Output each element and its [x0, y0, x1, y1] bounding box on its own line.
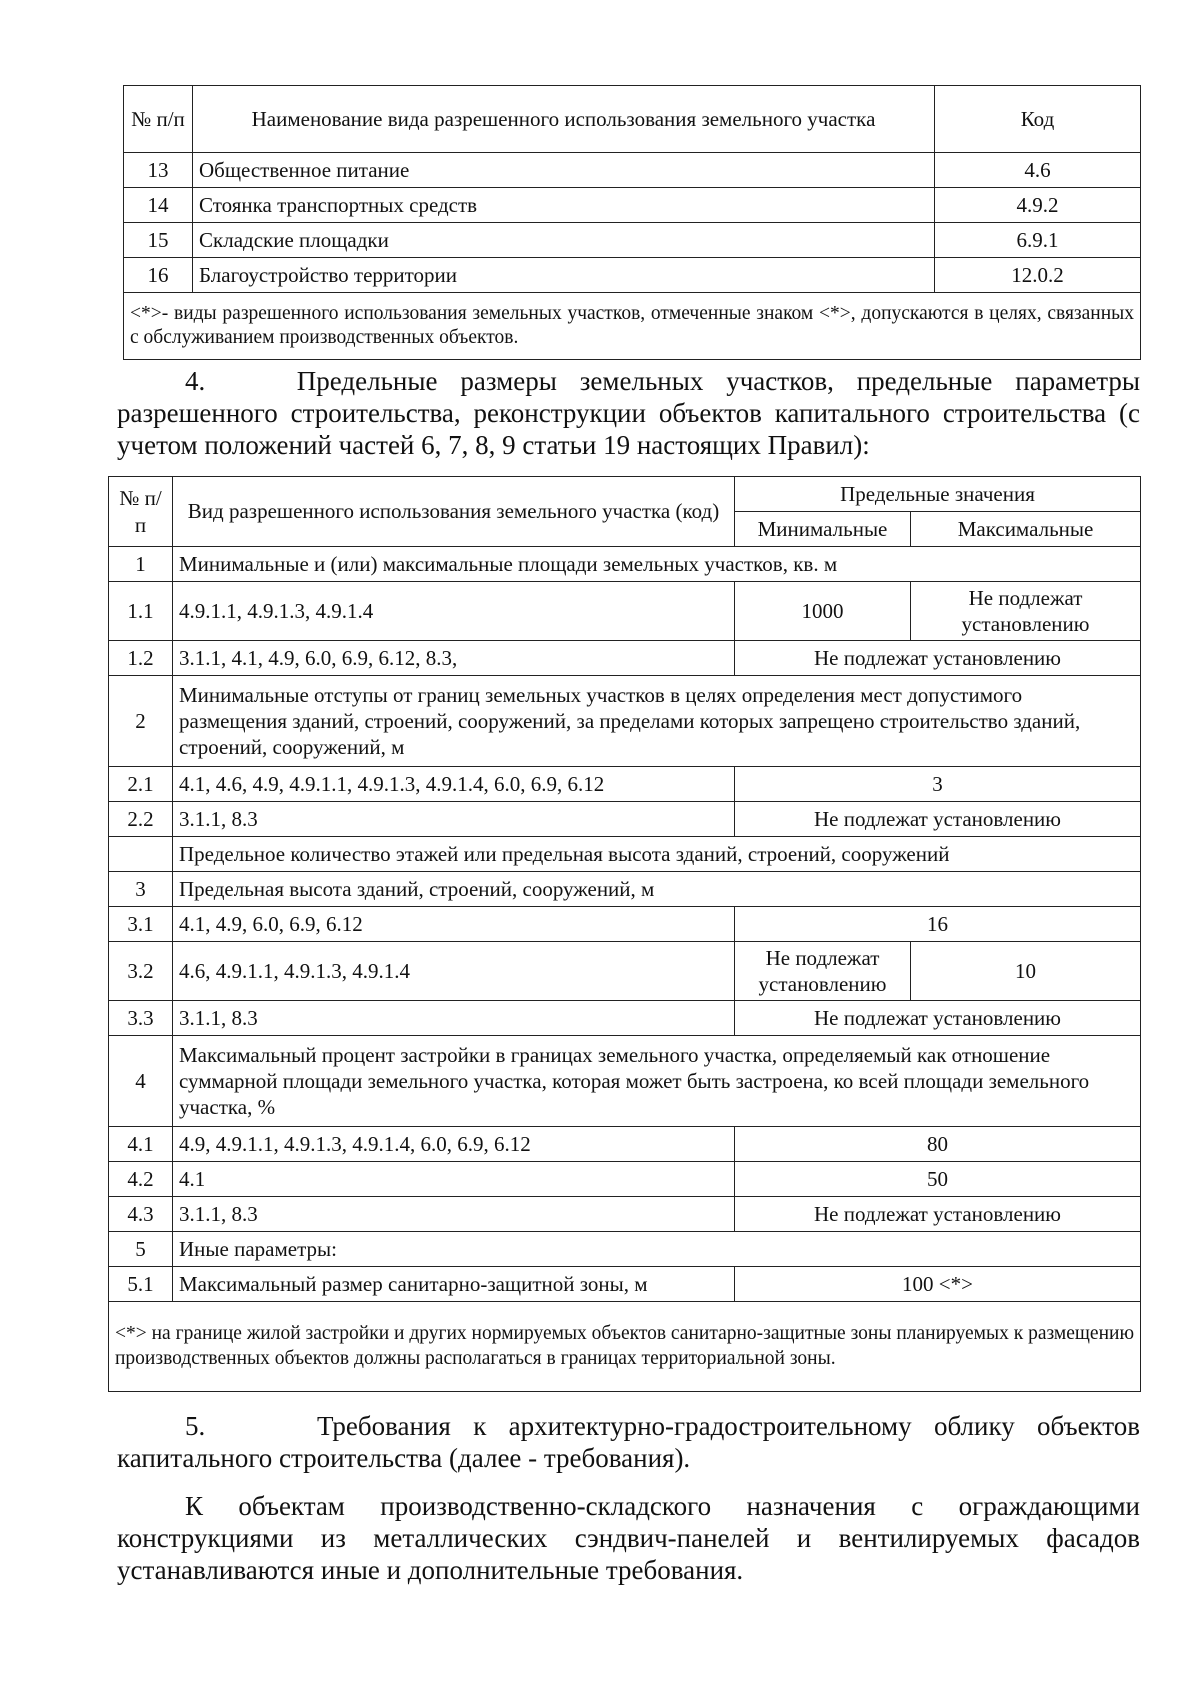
row-codes: 4.1, 4.6, 4.9, 4.9.1.1, 4.9.1.3, 4.9.1.4, 6.0, 6.9, 6.12	[173, 767, 735, 802]
table-row	[124, 223, 1141, 258]
table-note: <*> на границе жилой застройки и других нормируемых объектов санитарно-защитные зоны планируемых к размещению производственных объектов должны располагаться в границах территориальной зоны.	[109, 1302, 1141, 1392]
row-text: Иные параметры:	[173, 1232, 1141, 1267]
table-row	[109, 1162, 1141, 1197]
row-num: 3	[109, 872, 173, 907]
row-text: Предельное количество этажей или предельная высота зданий, строений, сооружений	[173, 837, 1141, 872]
row-code: 4.9.2	[935, 188, 1141, 223]
table-row	[109, 547, 1141, 582]
row-codes: 4.1	[173, 1162, 735, 1197]
row-max: Не подлежат установлению	[911, 582, 1141, 641]
table-row	[109, 802, 1141, 837]
row-value: 80	[735, 1127, 1141, 1162]
limit-parameters-table	[108, 476, 1141, 1392]
row-num	[109, 837, 173, 872]
row-value: 100 <*>	[735, 1267, 1141, 1302]
permitted-use-table	[123, 85, 1141, 360]
table-row	[109, 1036, 1141, 1127]
row-codes: 4.1, 4.9, 6.0, 6.9, 6.12	[173, 907, 735, 942]
row-num: 4.2	[109, 1162, 173, 1197]
row-num: 13	[124, 153, 193, 188]
row-value: 50	[735, 1162, 1141, 1197]
header-num: № п/п	[124, 86, 193, 153]
table-row	[109, 1197, 1141, 1232]
row-min: Не подлежат установлению	[735, 942, 911, 1001]
row-code: 4.6	[935, 153, 1141, 188]
row-num: 1.1	[109, 582, 173, 641]
row-codes: 3.1.1, 8.3	[173, 802, 735, 837]
row-min: 1000	[735, 582, 911, 641]
row-num: 2.2	[109, 802, 173, 837]
row-num: 4.3	[109, 1197, 173, 1232]
table-header-row	[109, 477, 1141, 512]
row-text: Минимальные и (или) максимальные площади земельных участков, кв. м	[173, 547, 1141, 582]
row-name: Складские площадки	[193, 223, 935, 258]
table-row	[109, 907, 1141, 942]
row-num: 2	[109, 676, 173, 767]
row-num: 5	[109, 1232, 173, 1267]
table-row	[109, 837, 1141, 872]
row-num: 3.2	[109, 942, 173, 1001]
row-codes: 4.9, 4.9.1.1, 4.9.1.3, 4.9.1.4, 6.0, 6.9, 6.12	[173, 1127, 735, 1162]
section-text: Требования к архитектурно-градостроительному облику объектов капитального строительства (далее - требования).	[117, 1411, 1141, 1473]
row-value: Не подлежат установлению	[735, 802, 1141, 837]
row-codes: 3.1.1, 4.1, 4.9, 6.0, 6.9, 6.12, 8.3,	[173, 641, 735, 676]
row-num: 4.1	[109, 1127, 173, 1162]
section-number: 4.	[185, 366, 206, 396]
requirements-paragraph	[117, 1490, 1140, 1586]
row-num: 1	[109, 547, 173, 582]
row-text: Минимальные отступы от границ земельных участков в целях определения мест допустимого размещения зданий, строений, сооружений, за пределами которых запрещено строительство зданий, строений, сооружений, м	[173, 676, 1141, 767]
header-code: Код	[935, 86, 1141, 153]
table-row	[109, 767, 1141, 802]
section-5-paragraph	[117, 1410, 1140, 1474]
row-codes: 4.9.1.1, 4.9.1.3, 4.9.1.4	[173, 582, 735, 641]
table-row	[109, 676, 1141, 767]
row-code: 6.9.1	[935, 223, 1141, 258]
table-header-row	[124, 86, 1141, 153]
header-min: Минимальные	[735, 512, 911, 547]
table-row	[109, 942, 1141, 1001]
row-max: 10	[911, 942, 1141, 1001]
table-row	[109, 1232, 1141, 1267]
row-num: 1.2	[109, 641, 173, 676]
row-text: Предельная высота зданий, строений, сооружений, м	[173, 872, 1141, 907]
header-name: Наименование вида разрешенного использования земельного участка	[193, 86, 935, 153]
table-row	[109, 872, 1141, 907]
table-row	[109, 582, 1141, 641]
row-codes: Максимальный размер санитарно-защитной зоны, м	[173, 1267, 735, 1302]
table-row	[109, 1267, 1141, 1302]
table-note: <*>- виды разрешенного использования земельных участков, отмеченные знаком <*>, допускаются в целях, связанных с обслуживанием производственных объектов.	[124, 293, 1141, 360]
header-num: № п/п	[109, 477, 173, 547]
row-code: 12.0.2	[935, 258, 1141, 293]
header-max: Максимальные	[911, 512, 1141, 547]
row-codes: 3.1.1, 8.3	[173, 1001, 735, 1036]
row-name: Общественное питание	[193, 153, 935, 188]
row-num: 3.3	[109, 1001, 173, 1036]
row-num: 14	[124, 188, 193, 223]
section-4-paragraph	[117, 365, 1140, 461]
row-codes: 4.6, 4.9.1.1, 4.9.1.3, 4.9.1.4	[173, 942, 735, 1001]
header-type: Вид разрешенного использования земельного участка (код)	[173, 477, 735, 547]
row-text: Максимальный процент застройки в границах земельного участка, определяемый как отношение суммарной площади земельного участка, которая может быть застроена, ко всей площади земельного участка, %	[173, 1036, 1141, 1127]
row-codes: 3.1.1, 8.3	[173, 1197, 735, 1232]
header-limits: Предельные значения	[735, 477, 1141, 512]
row-name: Благоустройство территории	[193, 258, 935, 293]
table-note-row	[124, 293, 1141, 360]
table-note-row	[109, 1302, 1141, 1392]
section-number: 5.	[185, 1411, 206, 1441]
row-num: 2.1	[109, 767, 173, 802]
table-row	[124, 258, 1141, 293]
table-row	[109, 1127, 1141, 1162]
table-row	[124, 153, 1141, 188]
table-row	[124, 188, 1141, 223]
row-value: Не подлежат установлению	[735, 1001, 1141, 1036]
row-value: 3	[735, 767, 1141, 802]
paragraph-text: К объектам производственно-складского назначения с ограждающими конструкциями из металлических сэндвич-панелей и вентилируемых фасадов устанавливаются иные и дополнительные требования.	[117, 1491, 1140, 1585]
row-num: 15	[124, 223, 193, 258]
table-row	[109, 1001, 1141, 1036]
table-row	[109, 641, 1141, 676]
row-num: 16	[124, 258, 193, 293]
row-value: Не подлежат установлению	[735, 641, 1141, 676]
row-value: 16	[735, 907, 1141, 942]
row-num: 5.1	[109, 1267, 173, 1302]
row-num: 3.1	[109, 907, 173, 942]
row-value: Не подлежат установлению	[735, 1197, 1141, 1232]
section-text: Предельные размеры земельных участков, предельные параметры разрешенного строительства, реконструкции объектов капитального строительства (с учетом положений частей 6, 7, 8, 9 статьи 19 настоящих Правил):	[117, 366, 1141, 460]
row-name: Стоянка транспортных средств	[193, 188, 935, 223]
row-num: 4	[109, 1036, 173, 1127]
